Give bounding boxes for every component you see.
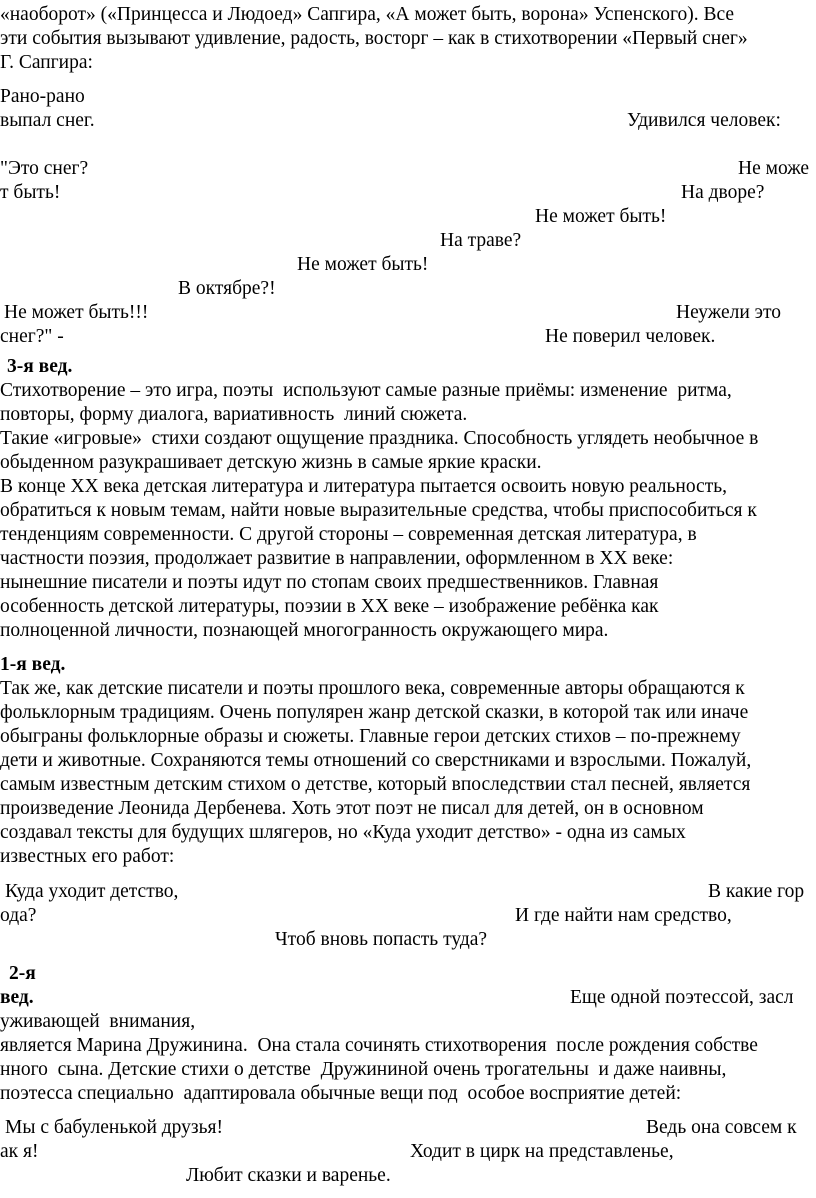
poem1-line: снег?" - [0, 326, 64, 347]
section-heading-2-cont: вед. [0, 987, 34, 1008]
poem2-line: И где найти нам средство, [515, 905, 732, 926]
sec3-line: обыденном разукрашивает детскую жизнь в самые яркие краски. [0, 452, 542, 473]
poem1-line: На дворе? [681, 182, 765, 203]
sec3-line: тенденциям современности. С другой стороны – современная детская литература, в [0, 524, 697, 545]
poem1-line: Неужели это [676, 302, 782, 323]
poem1-line: На траве? [440, 230, 522, 251]
poem1-line: Не может быть! [535, 206, 667, 227]
sec3-line: нынешние писатели и поэты идут по стопам своих предшественников. Главная [0, 572, 659, 593]
sec1-line: дети и животные. Сохраняются темы отношений со сверстниками и взрослыми. Пожалуй, [0, 750, 752, 771]
sec1-line: самым известным детским стихом о детстве, который впоследствии стал песней, является [0, 774, 751, 795]
poem3-line: Ведь она совсем к [646, 1117, 797, 1138]
poem3-line: Любит сказки и варенье. [186, 1165, 391, 1186]
sec3-line: полноценной личности, познающей многогранность окружающего мира. [0, 620, 609, 641]
sec3-line: Стихотворение – это игра, поэты используют самые разные приёмы: изменение ритма, [0, 380, 732, 401]
section-heading-3: 3-я вед. [7, 356, 73, 377]
sec3-line: особенность детской литературы, поэзии в XX веке – изображение ребёнка как [0, 596, 659, 617]
poem1-line: Не поверил человек. [545, 326, 716, 347]
poem3-line: Ходит в цирк на представленье, [410, 1141, 674, 1162]
sec2-line: является Марина Дружинина. Она стала сочинять стихотворения после рождения собстве [0, 1035, 758, 1056]
poem1-line: Не може [738, 158, 810, 179]
poem1-line: В октябре?! [178, 278, 276, 299]
poem2-line: ода? [0, 905, 37, 926]
poem2-line: В какие гор [708, 881, 805, 902]
sec3-line: частности поэзия, продолжает развитие в направлении, оформленном в XX веке: [0, 548, 674, 569]
sec1-line: создавал тексты для будущих шлягеров, но «Куда уходит детство» - одна из самых [0, 822, 686, 843]
poem3-line: Мы с бабуленькой друзья! [5, 1117, 223, 1138]
poem2-line: Чтоб вновь попасть туда? [275, 929, 488, 950]
intro-line-3: Г. Сапгира: [0, 52, 93, 73]
sec2-line: уживающей внимания, [0, 1011, 196, 1032]
sec3-line: В конце XX века детская литература и литература пытается освоить новую реальность, [0, 476, 728, 497]
poem1-line: Рано-рано [0, 86, 85, 107]
intro-line-2: эти события вызывают удивление, радость, восторг – как в стихотворении «Первый снег» [0, 28, 748, 49]
section-heading-2: 2-я [9, 963, 36, 984]
sec2-line: поэтесса специально адаптировала обычные вещи под особое восприятие детей: [0, 1083, 682, 1104]
poem1-line: "Это снег? [0, 158, 89, 179]
poem3-line: ак я! [0, 1141, 39, 1162]
poem1-line: Удивился человек: [627, 110, 781, 131]
sec2-line: нного сына. Детские стихи о детстве Дружининой очень трогательны и даже наивны, [0, 1059, 727, 1080]
sec3-line: повторы, форму диалога, вариативность линий сюжета. [0, 404, 468, 425]
section-heading-1: 1-я вед. [0, 654, 66, 675]
sec2-line: Еще одной поэтессой, засл [570, 987, 794, 1008]
poem1-line: Не может быть!!! [4, 302, 149, 323]
intro-line-1: «наоборот» («Принцесса и Людоед» Сапгира, «А может быть, ворона» Успенского). Все [0, 4, 735, 25]
sec1-line: фольклорным традициям. Очень популярен жанр детской сказки, в которой так или иначе [0, 702, 749, 723]
sec3-line: Такие «игровые» стихи создают ощущение праздника. Способность углядеть необычное в [0, 428, 759, 449]
poem2-line: Куда уходит детство, [5, 881, 179, 902]
poem1-line: Не может быть! [297, 254, 429, 275]
sec3-line: обратиться к новым темам, найти новые выразительные средства, чтобы приспособиться к [0, 500, 757, 521]
poem1-line: т быть! [0, 182, 61, 203]
sec1-line: произведение Леонида Дербенева. Хоть этот поэт не писал для детей, он в основном [0, 798, 704, 819]
poem1-line: выпал снег. [0, 110, 95, 131]
sec1-line: Так же, как детские писатели и поэты прошлого века, современные авторы обращаются к [0, 678, 745, 699]
sec1-line: обыграны фольклорные образы и сюжеты. Главные герои детских стихов – по-прежнему [0, 726, 741, 747]
sec1-line: известных его работ: [0, 846, 175, 867]
